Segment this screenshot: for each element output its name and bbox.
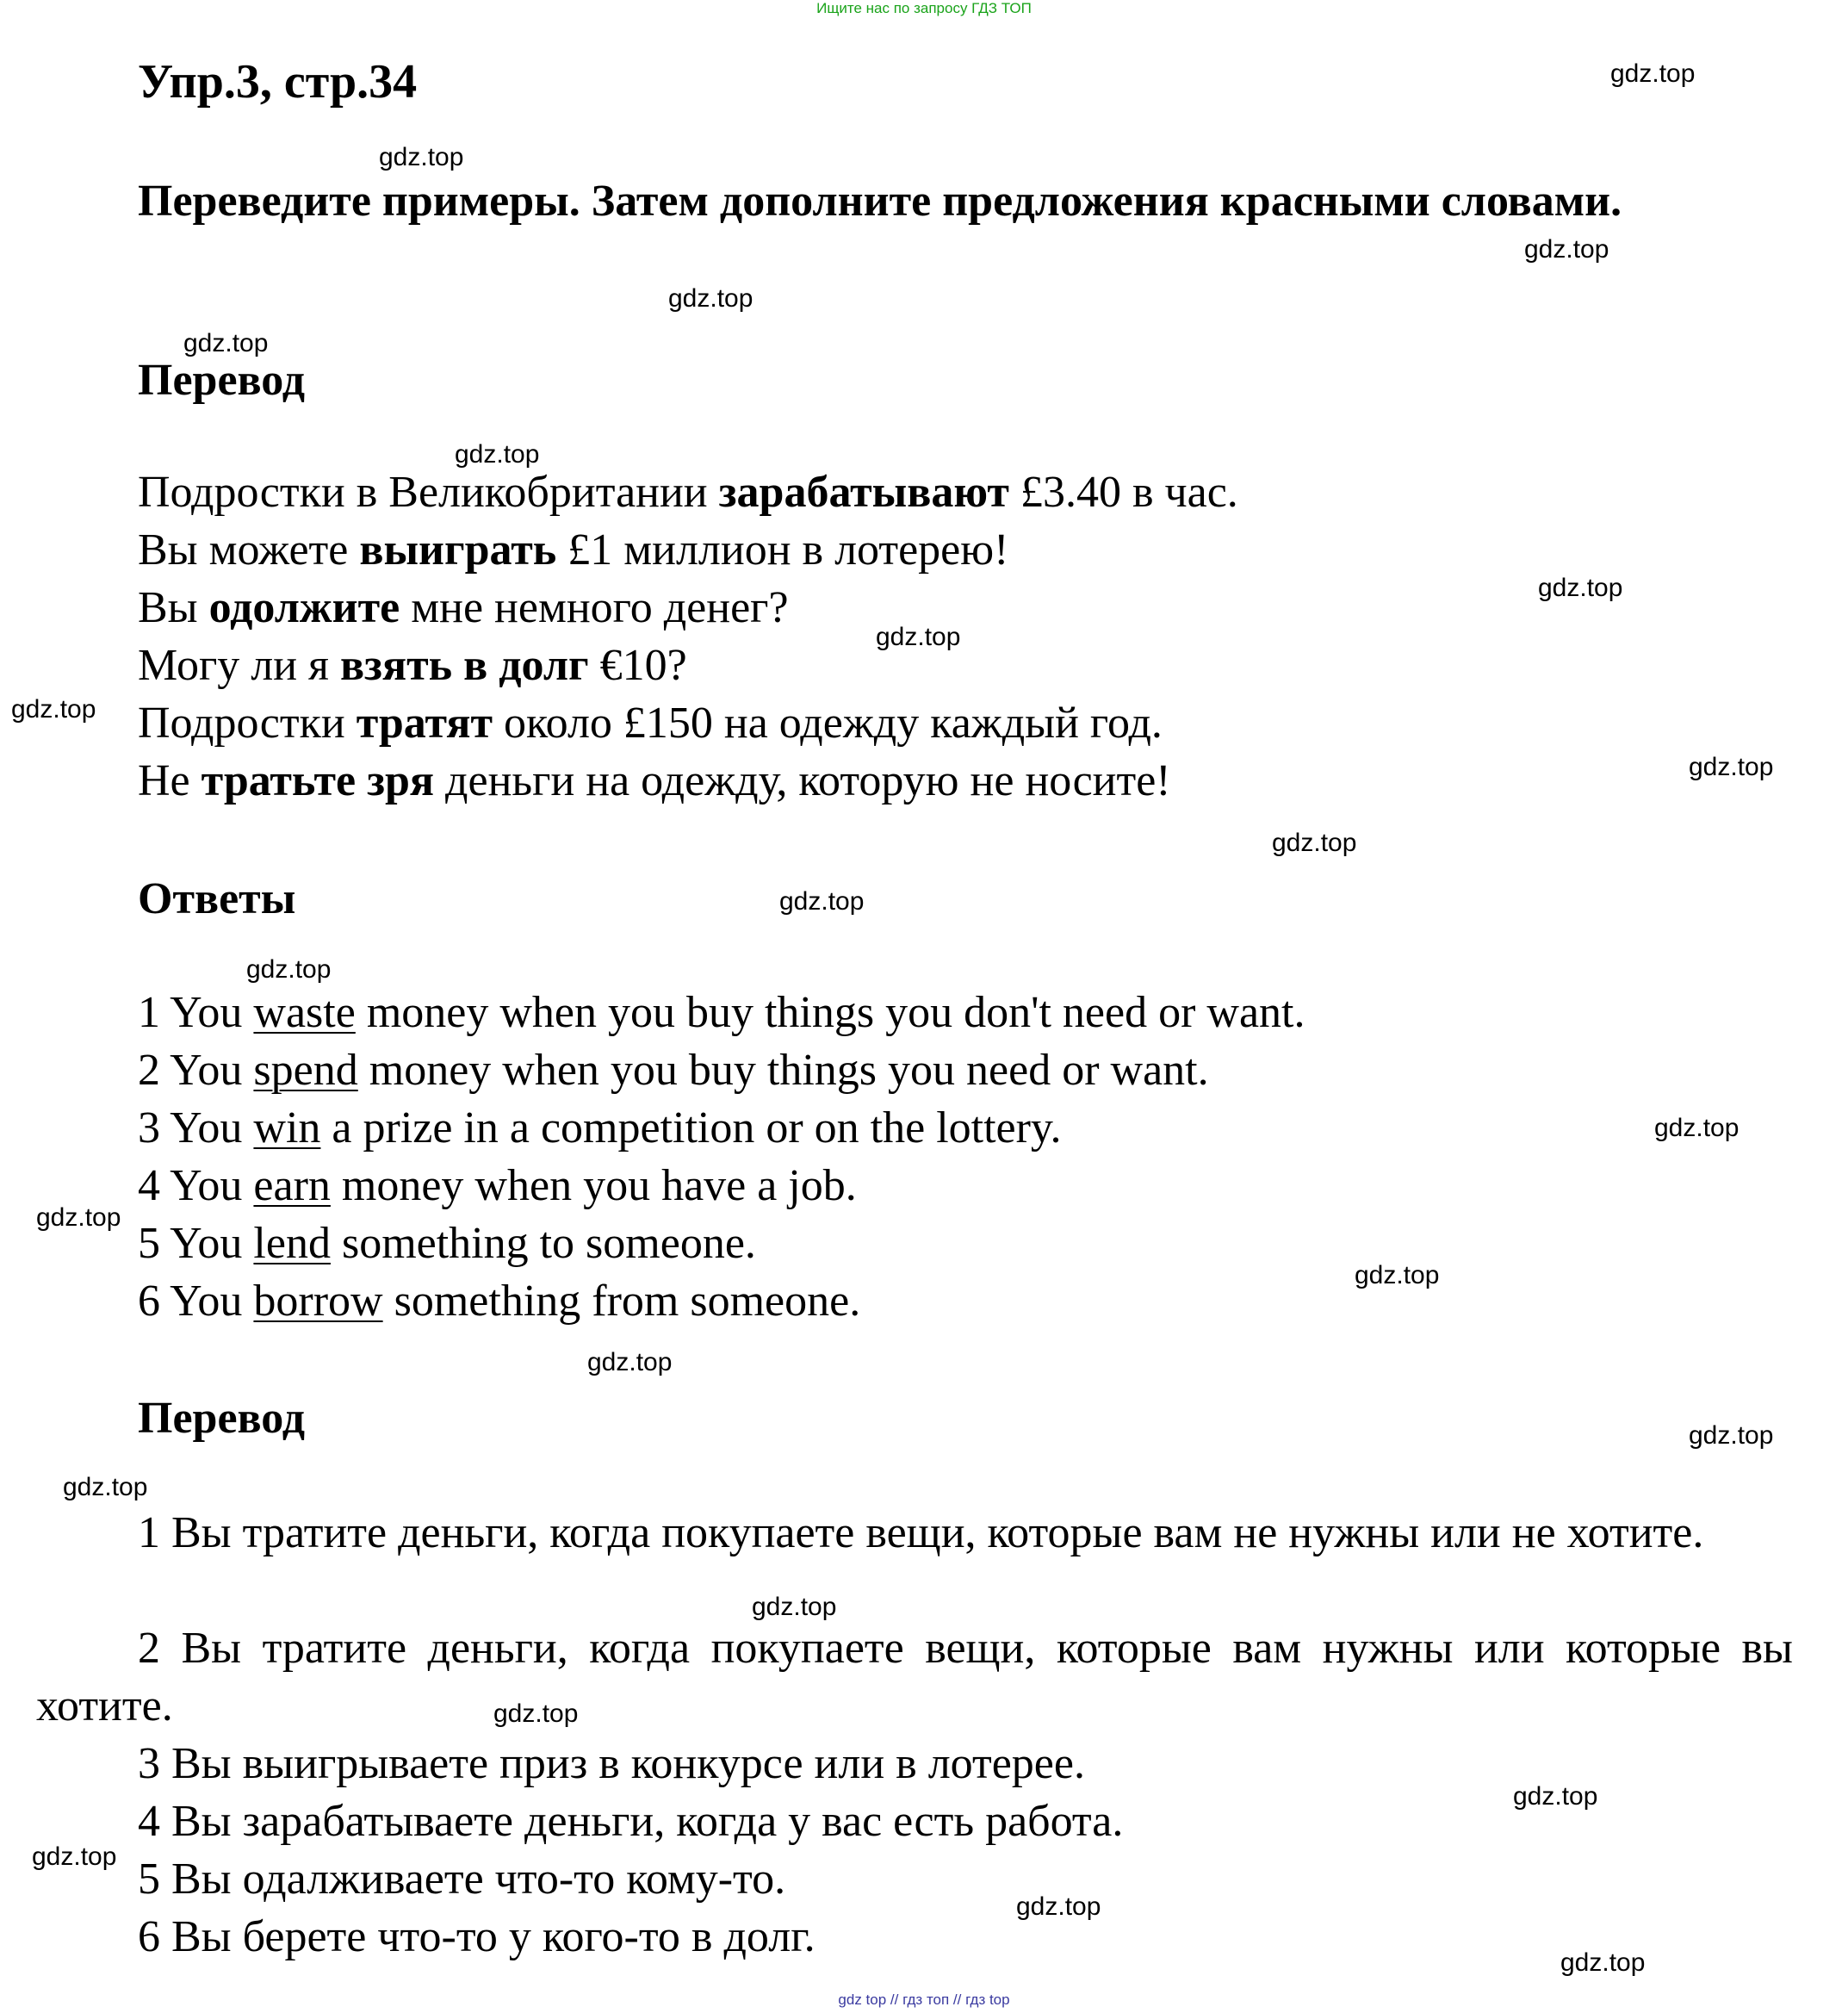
answer-line <box>138 1041 1209 1099</box>
watermark: gdz.top <box>493 1699 579 1728</box>
line-text: мне немного денег? <box>400 583 789 632</box>
line-text: 6 You <box>138 1277 254 1326</box>
watermark: gdz.top <box>1524 235 1609 264</box>
line-text: Могу ли я <box>138 641 340 690</box>
answer-line <box>138 984 1305 1041</box>
translation-line: 6 Вы берете что-то у кого-то в долг. <box>138 1912 815 1961</box>
line-text: money when you buy things you don't need or want. <box>355 988 1305 1037</box>
watermark: gdz.top <box>668 284 753 313</box>
watermark: gdz.top <box>63 1473 148 1501</box>
answer-word: earn <box>253 1161 331 1210</box>
line-text: 3 You <box>138 1103 254 1153</box>
line-text: Подростки в Великобритании <box>138 468 719 517</box>
translation-line <box>138 637 687 694</box>
watermark: gdz.top <box>1654 1114 1739 1142</box>
watermark: gdz.top <box>36 1203 121 1232</box>
watermark: gdz.top <box>587 1348 673 1376</box>
watermark: gdz.top <box>1016 1892 1101 1921</box>
answer-line <box>138 1099 1062 1157</box>
watermark: gdz.top <box>1689 753 1774 781</box>
line-text: something from someone. <box>382 1277 861 1326</box>
answer-line <box>138 1157 857 1215</box>
watermark: gdz.top <box>752 1593 837 1621</box>
line-text: деньги на одежду, которую не носите! <box>434 756 1171 805</box>
answer-word: lend <box>253 1219 331 1268</box>
watermark: gdz.top <box>379 143 464 171</box>
translation-line <box>138 579 789 637</box>
task-instruction: Переведите примеры. Затем дополните предложения красными словами. <box>138 177 1622 226</box>
translation-line: 4 Вы зарабатываете деньги, когда у вас есть работа. <box>138 1797 1124 1846</box>
watermark: gdz.top <box>246 955 332 984</box>
watermark: gdz.top <box>1538 574 1623 602</box>
answer-line <box>138 1272 860 1330</box>
watermark: gdz.top <box>779 887 865 916</box>
line-text: около £150 на одежду каждый год. <box>493 699 1163 748</box>
bold-word: выиграть <box>359 525 557 575</box>
answers-heading: Ответы <box>138 874 296 923</box>
line-text: £3.40 в час. <box>1008 468 1238 517</box>
watermark: gdz.top <box>1610 59 1696 88</box>
watermark: gdz.top <box>876 623 961 651</box>
translation-paragraph: 1 Вы тратите деньги, когда покупаете вещи, которые вам не нужны или не хотите. <box>138 1508 1704 1557</box>
watermark: gdz.top <box>1513 1782 1598 1811</box>
watermark: gdz.top <box>11 695 96 724</box>
translation-line <box>138 694 1163 752</box>
answer-word: borrow <box>253 1277 383 1326</box>
answer-word: win <box>253 1103 321 1153</box>
watermark: gdz.top <box>455 440 540 469</box>
line-text: 5 You <box>138 1219 254 1268</box>
line-text: Вы <box>138 583 209 632</box>
line-text: money when you have a job. <box>330 1161 857 1210</box>
footer: gdz top // гдз топ // гдз top <box>838 1991 1010 2008</box>
line-text: 1 You <box>138 988 254 1037</box>
watermark: gdz.top <box>1560 1948 1646 1977</box>
line-text: €10? <box>588 641 687 690</box>
translation-line <box>138 521 1008 579</box>
bold-word: тратят <box>356 699 493 748</box>
translation-line: 5 Вы одалживаете что-то кому-то. <box>138 1855 786 1904</box>
watermark: gdz.top <box>183 329 269 357</box>
answers-translation-heading: Перевод <box>138 1394 306 1443</box>
line-text: 2 You <box>138 1046 254 1095</box>
line-text: Подростки <box>138 699 357 748</box>
bold-word: одолжите <box>208 583 400 632</box>
line-text: Не <box>138 756 202 805</box>
line-text: something to someone. <box>330 1219 756 1268</box>
line-text: £1 миллион в лотерею! <box>556 525 1009 575</box>
translation-paragraph: 2 Вы тратите деньги, когда покупаете вещи, которые вам нужны или которые вы хотите. <box>36 1624 1793 1730</box>
answer-word: waste <box>253 988 356 1037</box>
translation-heading: Перевод <box>138 356 306 405</box>
bold-word: взять в долг <box>339 641 589 690</box>
top-banner: Ищите нас по запросу ГДЗ ТОП <box>816 0 1032 16</box>
line-text: money when you buy things you need or want. <box>357 1046 1209 1095</box>
watermark: gdz.top <box>1272 829 1357 857</box>
watermark: gdz.top <box>32 1842 117 1871</box>
answer-word: spend <box>253 1046 358 1095</box>
translation-line <box>138 463 1238 521</box>
line-text: 4 You <box>138 1161 254 1210</box>
bold-word: тратьте зря <box>201 756 435 805</box>
watermark: gdz.top <box>1355 1261 1440 1289</box>
line-text: a prize in a competition or on the lottery. <box>320 1103 1062 1153</box>
answer-line <box>138 1215 756 1272</box>
line-text: Вы можете <box>138 525 360 575</box>
translation-line: 3 Вы выигрываете приз в конкурсе или в лотерее. <box>138 1739 1085 1788</box>
translation-line <box>138 752 1171 810</box>
watermark: gdz.top <box>1689 1421 1774 1450</box>
page-title: Упр.3, стр.34 <box>138 55 418 109</box>
bold-word: зарабатывают <box>718 468 1009 517</box>
